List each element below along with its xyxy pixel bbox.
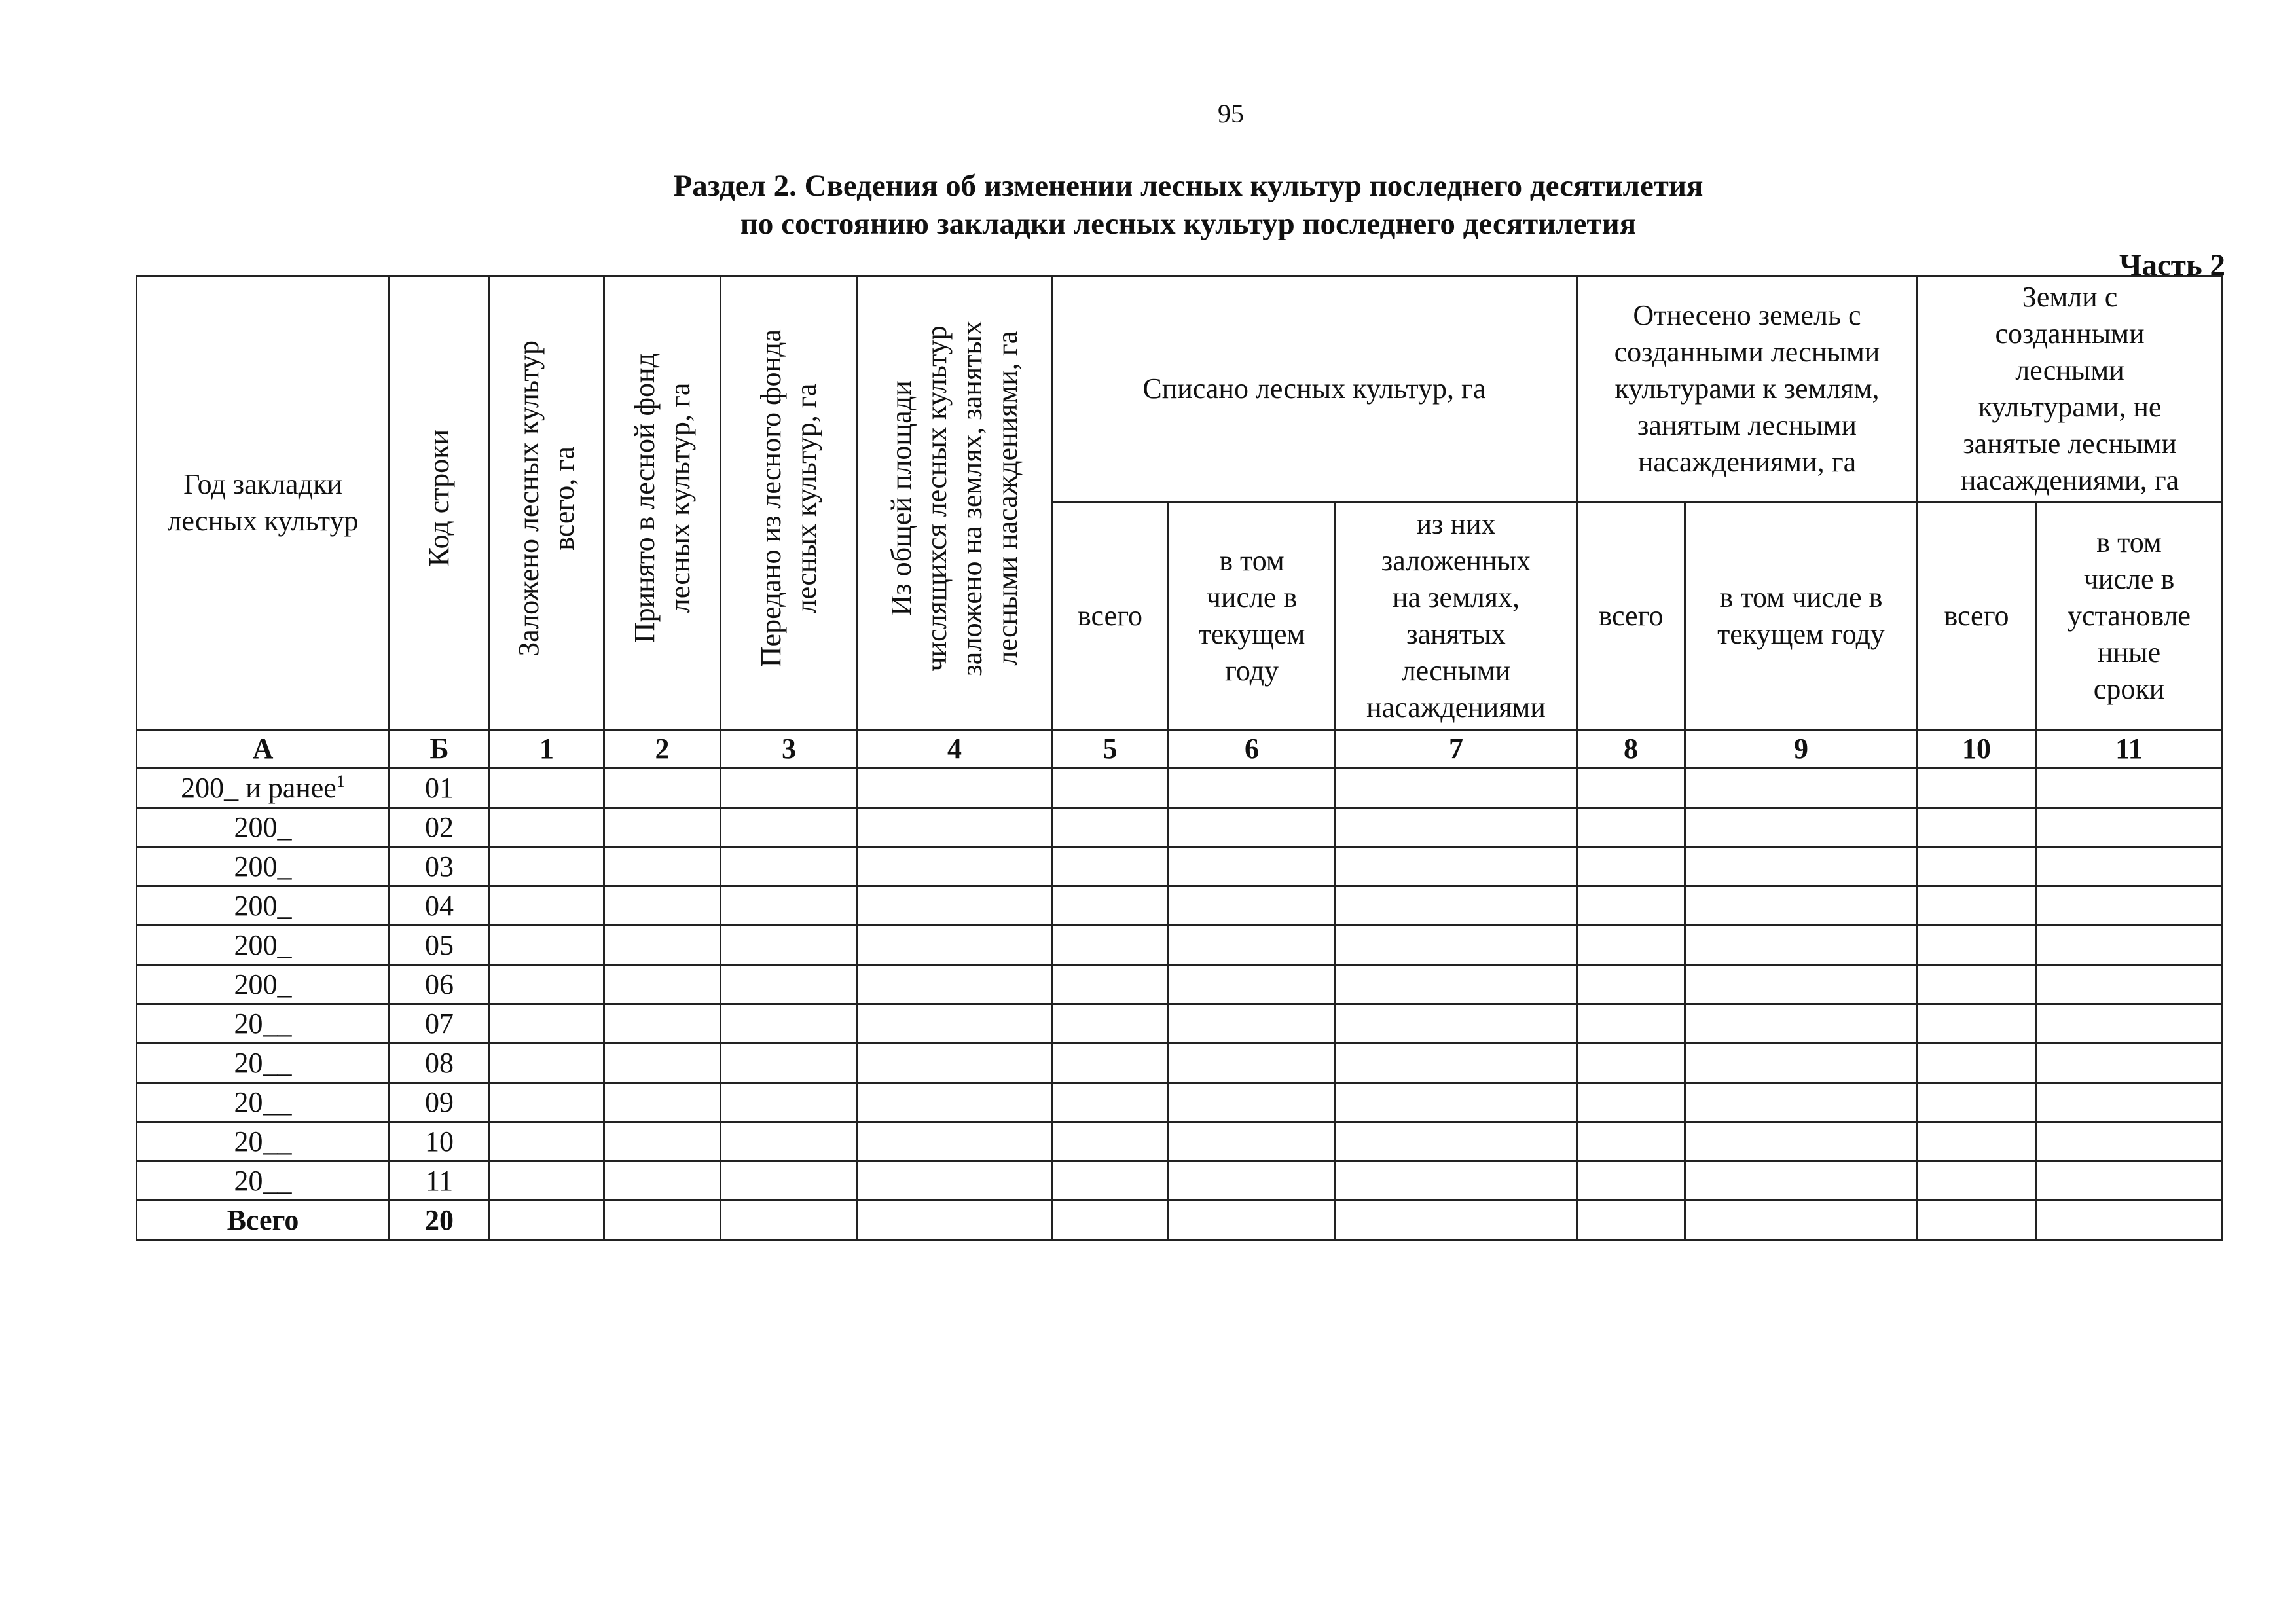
value-cell-col3[interactable]: [721, 1004, 858, 1044]
value-cell-col4[interactable]: [858, 1161, 1052, 1201]
value-cell-col1[interactable]: [490, 1083, 604, 1122]
row-code: 06: [390, 965, 490, 1004]
value-cell-col11[interactable]: [2036, 1004, 2223, 1044]
value-cell-col6[interactable]: [1169, 1004, 1336, 1044]
total-cell-col6[interactable]: [1169, 1201, 1336, 1240]
total-code: 20: [390, 1201, 490, 1240]
column-number: 2: [604, 730, 721, 769]
value-cell-col8[interactable]: [1577, 1122, 1685, 1161]
value-cell-col10[interactable]: [1918, 1083, 2036, 1122]
value-cell-col5[interactable]: [1052, 1122, 1169, 1161]
row-code: 08: [390, 1044, 490, 1083]
header-group-lands-text: Земли с созданными лесными культурами, не занятые лесными насаждениями, га: [1960, 281, 2179, 496]
value-cell-col5[interactable]: [1052, 1044, 1169, 1083]
value-cell-col7[interactable]: [1336, 769, 1577, 808]
value-cell-col11[interactable]: [2036, 808, 2223, 847]
value-cell-col9[interactable]: [1685, 926, 1918, 965]
row-code: 07: [390, 1004, 490, 1044]
total-cell-col9[interactable]: [1685, 1201, 1918, 1240]
row-year-text: 200_: [234, 811, 292, 843]
value-cell-col10[interactable]: [1918, 1122, 2036, 1161]
value-cell-col3[interactable]: [721, 769, 858, 808]
table-row: [137, 926, 2223, 965]
header-col10-text: всего: [1944, 599, 2009, 632]
total-label: Всего: [137, 1201, 390, 1240]
value-cell-col6[interactable]: [1169, 1161, 1336, 1201]
header-group-written-off: [1052, 276, 1577, 502]
value-cell-col3[interactable]: [721, 847, 858, 886]
header-col10: [1918, 502, 2036, 730]
value-cell-col8[interactable]: [1577, 1004, 1685, 1044]
header-group-written-off-text: Списано лесных культур, га: [1142, 373, 1486, 405]
value-cell-col2[interactable]: [604, 1122, 721, 1161]
value-cell-col7[interactable]: [1336, 1044, 1577, 1083]
value-cell-col11[interactable]: [2036, 926, 2223, 965]
value-cell-col11[interactable]: [2036, 886, 2223, 926]
row-code: 03: [390, 847, 490, 886]
total-cell-col3[interactable]: [721, 1201, 858, 1240]
value-cell-col8[interactable]: [1577, 808, 1685, 847]
row-year: [137, 1161, 390, 1201]
total-cell-col10[interactable]: [1918, 1201, 2036, 1240]
table-row: [137, 1122, 2223, 1161]
value-cell-col8[interactable]: [1577, 886, 1685, 926]
value-cell-col4[interactable]: [858, 965, 1052, 1004]
value-cell-col4[interactable]: [858, 1083, 1052, 1122]
header-group-assigned-text: Отнесено земель с созданными лесными культурами к землям, занятым лесными насаждениями, га: [1614, 299, 1880, 478]
value-cell-col2[interactable]: [604, 1044, 721, 1083]
value-cell-col9[interactable]: [1685, 1122, 1918, 1161]
row-year: [137, 1083, 390, 1122]
header-code: [390, 276, 490, 730]
value-cell-col4[interactable]: [858, 886, 1052, 926]
value-cell-col6[interactable]: [1169, 847, 1336, 886]
row-year: [137, 1004, 390, 1044]
column-number-row: [137, 730, 2223, 769]
value-cell-col4[interactable]: [858, 926, 1052, 965]
value-cell-col5[interactable]: [1052, 808, 1169, 847]
value-cell-col3[interactable]: [721, 1083, 858, 1122]
header-col9-text: в том числе в текущем году: [1717, 581, 1885, 650]
value-cell-col1[interactable]: [490, 1044, 604, 1083]
value-cell-col7[interactable]: [1336, 965, 1577, 1004]
value-cell-col7[interactable]: [1336, 1122, 1577, 1161]
value-cell-col3[interactable]: [721, 1161, 858, 1201]
value-cell-col5[interactable]: [1052, 1083, 1169, 1122]
header-col5: [1052, 502, 1169, 730]
section-title: [0, 167, 2296, 243]
value-cell-col3[interactable]: [721, 1044, 858, 1083]
value-cell-col6[interactable]: [1169, 1083, 1336, 1122]
column-number: 1: [490, 730, 604, 769]
row-year-text: 200_ и ранее: [181, 771, 337, 804]
value-cell-col11[interactable]: [2036, 1161, 2223, 1201]
header-year: [137, 276, 390, 730]
column-number: 11: [2036, 730, 2223, 769]
value-cell-col4[interactable]: [858, 808, 1052, 847]
value-cell-col10[interactable]: [1918, 769, 2036, 808]
value-cell-col5[interactable]: [1052, 1161, 1169, 1201]
value-cell-col8[interactable]: [1577, 1161, 1685, 1201]
value-cell-col8[interactable]: [1577, 769, 1685, 808]
section-title-line-1: Раздел 2. Сведения об изменении лесных культур последнего десятилетия: [673, 169, 1704, 203]
value-cell-col9[interactable]: [1685, 769, 1918, 808]
value-cell-col1[interactable]: [490, 926, 604, 965]
row-year: [137, 808, 390, 847]
header-col5-text: всего: [1077, 599, 1143, 632]
value-cell-col4[interactable]: [858, 1044, 1052, 1083]
row-code: 02: [390, 808, 490, 847]
value-cell-col11[interactable]: [2036, 1083, 2223, 1122]
row-year: [137, 1044, 390, 1083]
value-cell-col5[interactable]: [1052, 926, 1169, 965]
table-row: [137, 808, 2223, 847]
value-cell-col10[interactable]: [1918, 965, 2036, 1004]
header-group-assigned: [1577, 276, 1918, 502]
value-cell-col2[interactable]: [604, 926, 721, 965]
row-year: [137, 1122, 390, 1161]
value-cell-col8[interactable]: [1577, 1044, 1685, 1083]
row-code: 05: [390, 926, 490, 965]
table-body: [137, 730, 2223, 1240]
value-cell-col2[interactable]: [604, 769, 721, 808]
row-code: 11: [390, 1161, 490, 1201]
value-cell-col3[interactable]: [721, 965, 858, 1004]
value-cell-col11[interactable]: [2036, 1044, 2223, 1083]
row-year-text: 20__: [234, 1164, 292, 1197]
header-col3-text: Передано из лесного фонда лесных культур, га: [755, 329, 822, 668]
value-cell-col6[interactable]: [1169, 926, 1336, 965]
value-cell-col2[interactable]: [604, 808, 721, 847]
total-cell-col2[interactable]: [604, 1201, 721, 1240]
header-col2: [604, 276, 721, 730]
value-cell-col6[interactable]: [1169, 769, 1336, 808]
value-cell-col2[interactable]: [604, 965, 721, 1004]
total-row: [137, 1201, 2223, 1240]
value-cell-col1[interactable]: [490, 1004, 604, 1044]
header-col9: [1685, 502, 1918, 730]
value-cell-col5[interactable]: [1052, 1004, 1169, 1044]
value-cell-col5[interactable]: [1052, 886, 1169, 926]
column-number: 10: [1918, 730, 2036, 769]
row-year-text: 200_: [234, 850, 292, 883]
row-year-text: 200_: [234, 928, 292, 961]
header-col3: [721, 276, 858, 730]
total-cell-col1[interactable]: [490, 1201, 604, 1240]
value-cell-col11[interactable]: [2036, 965, 2223, 1004]
header-col8: [1577, 502, 1685, 730]
header-col4: [858, 276, 1052, 730]
value-cell-col8[interactable]: [1577, 847, 1685, 886]
value-cell-col4[interactable]: [858, 769, 1052, 808]
value-cell-col3[interactable]: [721, 808, 858, 847]
form-table: [136, 275, 2223, 1241]
column-number: А: [137, 730, 390, 769]
value-cell-col1[interactable]: [490, 769, 604, 808]
row-code: 01: [390, 769, 490, 808]
section-title-line-2: по состоянию закладки лесных культур последнего десятилетия: [740, 207, 1637, 241]
value-cell-col1[interactable]: [490, 808, 604, 847]
row-code: 10: [390, 1122, 490, 1161]
value-cell-col10[interactable]: [1918, 1044, 2036, 1083]
value-cell-col7[interactable]: [1336, 1083, 1577, 1122]
value-cell-col10[interactable]: [1918, 847, 2036, 886]
row-year-text: 200_: [234, 889, 292, 922]
value-cell-col8[interactable]: [1577, 1083, 1685, 1122]
value-cell-col11[interactable]: [2036, 769, 2223, 808]
value-cell-col11[interactable]: [2036, 1122, 2223, 1161]
column-number: 4: [858, 730, 1052, 769]
value-cell-col3[interactable]: [721, 926, 858, 965]
header-col1: [490, 276, 604, 730]
header-col2-text: Принято в лесной фонд лесных культур, га: [628, 353, 696, 644]
row-code: 04: [390, 886, 490, 926]
row-year-text: 20__: [234, 1085, 292, 1118]
header-code-text: Код строки: [423, 429, 455, 567]
value-cell-col1[interactable]: [490, 1161, 604, 1201]
value-cell-col5[interactable]: [1052, 847, 1169, 886]
value-cell-col2[interactable]: [604, 886, 721, 926]
value-cell-col9[interactable]: [1685, 847, 1918, 886]
value-cell-col7[interactable]: [1336, 926, 1577, 965]
total-cell-col7[interactable]: [1336, 1201, 1577, 1240]
row-year: [137, 926, 390, 965]
table-row: [137, 847, 2223, 886]
column-number: Б: [390, 730, 490, 769]
row-year-text: 20__: [234, 1125, 292, 1158]
row-year: [137, 847, 390, 886]
value-cell-col6[interactable]: [1169, 1044, 1336, 1083]
header-year-text: Год закладки лесных культур: [167, 468, 359, 537]
header-col6: [1169, 502, 1336, 730]
value-cell-col6[interactable]: [1169, 808, 1336, 847]
value-cell-col7[interactable]: [1336, 847, 1577, 886]
value-cell-col10[interactable]: [1918, 1004, 2036, 1044]
value-cell-col6[interactable]: [1169, 1122, 1336, 1161]
value-cell-col6[interactable]: [1169, 886, 1336, 926]
value-cell-col4[interactable]: [858, 1122, 1052, 1161]
table-row: [137, 1004, 2223, 1044]
value-cell-col9[interactable]: [1685, 1161, 1918, 1201]
value-cell-col5[interactable]: [1052, 769, 1169, 808]
value-cell-col3[interactable]: [721, 886, 858, 926]
row-year: [137, 965, 390, 1004]
value-cell-col7[interactable]: [1336, 886, 1577, 926]
value-cell-col7[interactable]: [1336, 1004, 1577, 1044]
header-col11-text: в том числе в установле нные сроки: [2067, 526, 2191, 705]
row-year: [137, 769, 390, 808]
value-cell-col5[interactable]: [1052, 965, 1169, 1004]
row-year-text: 200_: [234, 968, 292, 1000]
row-year-text: 20__: [234, 1046, 292, 1079]
value-cell-col6[interactable]: [1169, 965, 1336, 1004]
column-number: 8: [1577, 730, 1685, 769]
part-label: Часть 2: [2119, 248, 2225, 282]
table-row: [137, 965, 2223, 1004]
row-year: [137, 886, 390, 926]
header-col6-text: в том числе в текущем году: [1198, 544, 1305, 687]
column-number: 7: [1336, 730, 1577, 769]
total-cell-col4[interactable]: [858, 1201, 1052, 1240]
total-cell-col5[interactable]: [1052, 1201, 1169, 1240]
value-cell-col9[interactable]: [1685, 808, 1918, 847]
value-cell-col2[interactable]: [604, 1161, 721, 1201]
value-cell-col8[interactable]: [1577, 926, 1685, 965]
column-number: 5: [1052, 730, 1169, 769]
header-col8-text: всего: [1598, 599, 1664, 632]
value-cell-col1[interactable]: [490, 1122, 604, 1161]
value-cell-col9[interactable]: [1685, 1004, 1918, 1044]
value-cell-col11[interactable]: [2036, 847, 2223, 886]
total-cell-col8[interactable]: [1577, 1201, 1685, 1240]
value-cell-col9[interactable]: [1685, 965, 1918, 1004]
value-cell-col9[interactable]: [1685, 886, 1918, 926]
value-cell-col1[interactable]: [490, 965, 604, 1004]
table-row: [137, 769, 2223, 808]
value-cell-col4[interactable]: [858, 1004, 1052, 1044]
value-cell-col3[interactable]: [721, 1122, 858, 1161]
value-cell-col7[interactable]: [1336, 808, 1577, 847]
row-code: 09: [390, 1083, 490, 1122]
total-cell-col11[interactable]: [2036, 1201, 2223, 1240]
header-col11: [2036, 502, 2223, 730]
header-col7-text: из них заложенных на землях, занятых лесными насаждениями: [1366, 507, 1546, 723]
value-cell-col9[interactable]: [1685, 1044, 1918, 1083]
header-col4-text: Из общей площади числящихся лесных культур заложено на землях, занятых лесными насаждениями, га: [885, 320, 1023, 676]
value-cell-col10[interactable]: [1918, 808, 2036, 847]
value-cell-col10[interactable]: [1918, 926, 2036, 965]
table-row: [137, 1161, 2223, 1201]
value-cell-col2[interactable]: [604, 1004, 721, 1044]
value-cell-col7[interactable]: [1336, 1161, 1577, 1201]
value-cell-col2[interactable]: [604, 847, 721, 886]
footnote-marker: 1: [336, 771, 345, 791]
table-row: [137, 1044, 2223, 1083]
value-cell-col4[interactable]: [858, 847, 1052, 886]
value-cell-col1[interactable]: [490, 847, 604, 886]
column-number: 6: [1169, 730, 1336, 769]
table-row: [137, 1083, 2223, 1122]
header-group-lands: [1918, 276, 2223, 502]
column-number: 3: [721, 730, 858, 769]
value-cell-col10[interactable]: [1918, 1161, 2036, 1201]
row-year-text: 20__: [234, 1007, 292, 1040]
header-col7: [1336, 502, 1577, 730]
page-number: 95: [1218, 99, 1244, 128]
value-cell-col1[interactable]: [490, 886, 604, 926]
header-col1-text: Заложено лесных культур всего, га: [513, 340, 580, 657]
column-number: 9: [1685, 730, 1918, 769]
value-cell-col8[interactable]: [1577, 965, 1685, 1004]
table-row: [137, 886, 2223, 926]
value-cell-col10[interactable]: [1918, 886, 2036, 926]
value-cell-col2[interactable]: [604, 1083, 721, 1122]
value-cell-col9[interactable]: [1685, 1083, 1918, 1122]
